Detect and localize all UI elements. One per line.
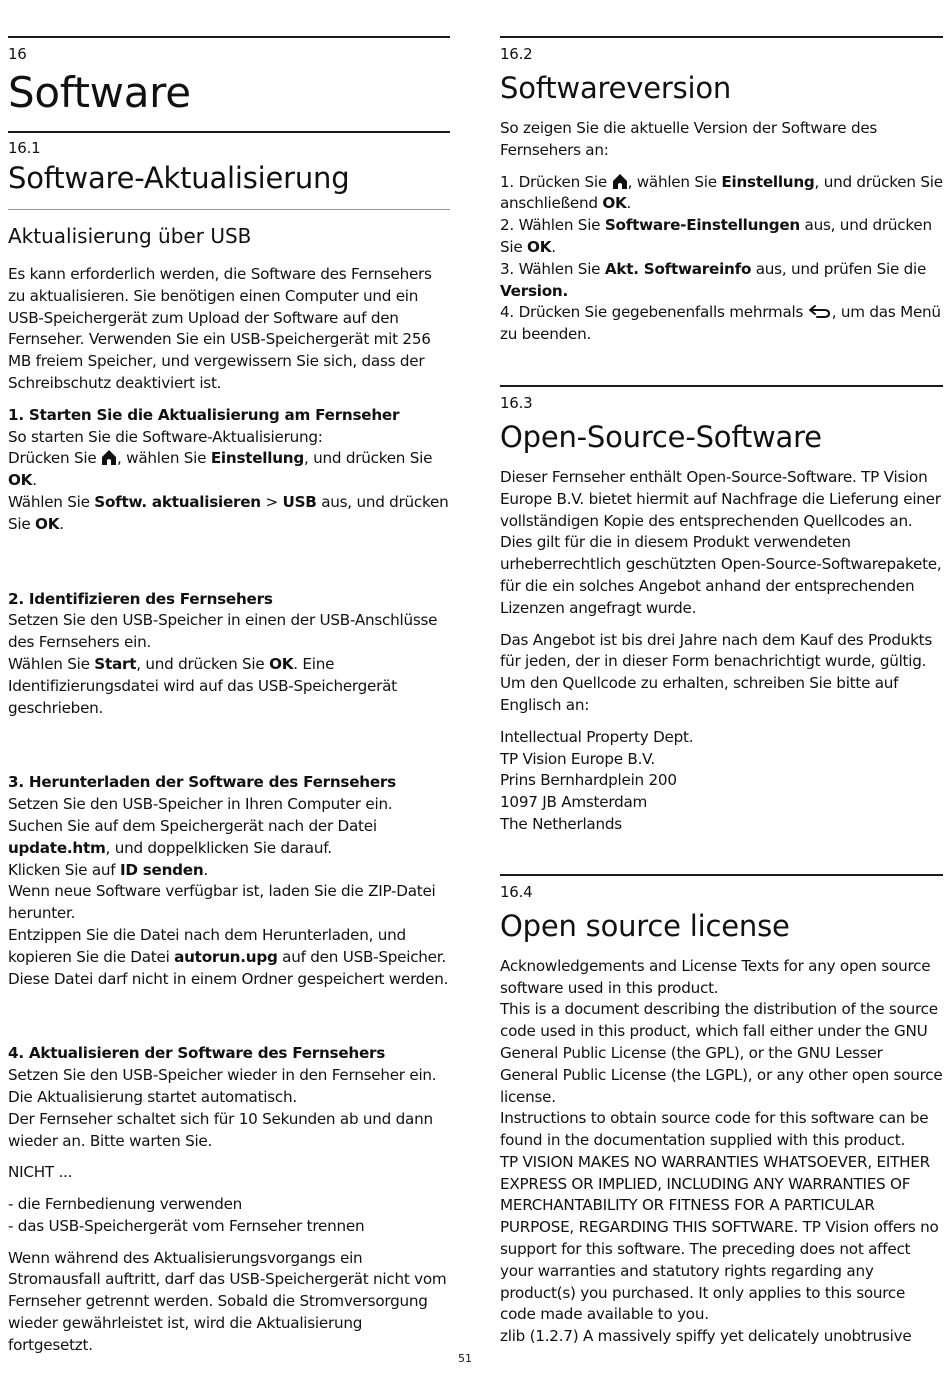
- license-rule: [500, 874, 943, 876]
- license-paragraph-1: Acknowledgements and License Texts for any open source software used in this product.: [500, 956, 931, 997]
- chapter-rule: [8, 36, 450, 38]
- opensource-paragraph-2: Das Angebot ist bis drei Jahre nach dem Kauf des Produkts für jeden, der in dieser Form benachrichtigt wurde, gültig.: [500, 630, 933, 671]
- dont-item-2: - das USB-Speichergerät vom Fernseher trennen: [8, 1216, 365, 1235]
- section-number: 16.1: [8, 139, 41, 157]
- chapter-number: 16: [8, 45, 27, 63]
- step1-line2: Drücken Sie , wählen Sie Einstellung, und drücken Sie OK.: [8, 449, 433, 490]
- step4-heading: 4. Aktualisieren der Software des Fernsehers: [8, 1044, 386, 1063]
- license-paragraph-3: Instructions to obtain source code for this software can be found in the documentation supplied with this product.: [500, 1109, 929, 1150]
- version-intro: So zeigen Sie die aktuelle Version der Software des Fernsehers an:: [500, 119, 878, 159]
- back-arrow-icon: [809, 305, 831, 318]
- step2-line2: Wählen Sie Start, und drücken Sie OK. Eine Identifizierungsdatei wird auf das USB-Speichergerät geschrieben.: [8, 654, 397, 717]
- opensource-paragraph-3: Um den Quellcode zu erhalten, schreiben Sie bitte auf Englisch an:: [500, 674, 899, 714]
- section-rule: [8, 131, 450, 133]
- step3-line3: Klicken Sie auf ID senden.: [8, 860, 208, 879]
- address-line-3: Prins Bernhardplein 200: [500, 771, 677, 790]
- version-number: 16.2: [500, 45, 533, 63]
- address-line-2: TP Vision Europe B.V.: [500, 749, 655, 768]
- right-column: [500, 0, 943, 1348]
- version-step1: 1. Drücken Sie , wählen Sie Einstellung, und drücken Sie anschließend OK.: [500, 172, 943, 213]
- step4-line2: Der Fernseher schaltet sich für 10 Sekunden ab und dann wieder an. Bitte warten Sie.: [8, 1109, 433, 1150]
- outro-paragraph: Wenn während des Aktualisierungsvorgangs ein Stromausfall auftritt, darf das USB-Speichergerät nicht vom Fernseher getrennt werden. Sobald die Stromversorgung wieder gewährleistet ist, wird die Aktualisierung fortgesetzt.: [8, 1248, 447, 1354]
- step3-line4: Wenn neue Software verfügbar ist, laden Sie die ZIP-Datei herunter.: [8, 882, 436, 923]
- version-title: Softwareversion: [500, 71, 732, 105]
- opensource-rule: [500, 385, 943, 387]
- dont-item-1: - die Fernbedienung verwenden: [8, 1195, 243, 1214]
- section-title: Software-Aktualisierung: [8, 161, 350, 195]
- address-line-1: Intellectual Property Dept.: [500, 727, 694, 746]
- home-icon: [613, 174, 627, 189]
- version-rule: [500, 36, 943, 38]
- version-step2: 2. Wählen Sie Software-Einstellungen aus, und drücken Sie OK.: [500, 216, 932, 256]
- step1-line3: Wählen Sie Softw. aktualisieren > USB aus, und drücken Sie OK.: [8, 492, 449, 533]
- step3-line6: Diese Datei darf nicht in einem Ordner gespeichert werden.: [8, 969, 449, 988]
- address-line-5: The Netherlands: [500, 814, 622, 833]
- step2-heading: 2. Identifizieren des Fernsehers: [8, 589, 273, 608]
- license-paragraph-4: TP VISION MAKES NO WARRANTIES WHATSOEVER, EITHER EXPRESS OR IMPLIED, INCLUDING ANY WARRANTIES OF MERCHANTABILITY OR FITNESS FOR A PARTICULAR PURPOSE, REGARDING THIS SOFTWARE. TP Vision offers no support for this software. The preceding does not affect your warranties and statutory rights regarding any product(s) you purchased. It only applies to this source code made available to you.: [500, 1152, 939, 1324]
- nicht-heading: NICHT ...: [8, 1163, 73, 1182]
- step1-heading: 1. Starten Sie die Aktualisierung am Fernseher: [8, 405, 400, 424]
- address-line-4: 1097 JB Amsterdam: [500, 793, 648, 812]
- step1-line1: So starten Sie die Software-Aktualisierung:: [8, 427, 323, 446]
- page-number: 51: [458, 1352, 472, 1365]
- license-paragraph-5: zlib (1.2.7) A massively spiffy yet delicately unobtrusive: [500, 1327, 912, 1346]
- step4-line1: Setzen Sie den USB-Speicher wieder in den Fernseher ein. Die Aktualisierung startet automatisch.: [8, 1066, 437, 1106]
- license-paragraph-2: This is a document describing the distribution of the source code used in this product, which fall either under the GNU General Public License (the GPL), or the GNU Lesser General Public License (the LGPL), or any other open source license.: [500, 1000, 943, 1106]
- step3-line1: Setzen Sie den USB-Speicher in Ihren Computer ein.: [8, 795, 393, 814]
- opensource-title: Open-Source-Software: [500, 419, 822, 454]
- opensource-paragraph-1: Dieser Fernseher enthält Open-Source-Software. TP Vision Europe B.V. bietet hiermit auf Nachfrage die Lieferung einer vollständigen Kopie des entsprechenden Quellcodes an. Dies gilt für die in diesem Produkt verwendeten urheberrechtlich geschützten Open-Source-Softwarepakete, für die ein solches Angebot anhand der entsprechenden Lizenzen angefragt wurde.: [500, 467, 942, 617]
- step2-line1: Setzen Sie den USB-Speicher in einen der USB-Anschlüsse des Fernsehers ein.: [8, 611, 438, 652]
- step3-line5: Entzippen Sie die Datei nach dem Herunterladen, und kopieren Sie die Datei autorun.upg auf den USB-Speicher.: [8, 925, 446, 966]
- left-column: [8, 0, 450, 1357]
- subsection-title: Aktualisierung über USB: [8, 224, 252, 248]
- intro-paragraph: Es kann erforderlich werden, die Software des Fernsehers zu aktualisieren. Sie benötigen einen Computer und ein USB-Speichergerät zum Upload der Software auf den Fernseher. Verwenden Sie ein USB-Speichergerät mit 256 MB freiem Speicher, und vergewissern Sie sich, dass der Schreibschutz deaktiviert ist.: [8, 265, 432, 392]
- subsection-rule: [8, 209, 450, 210]
- license-number: 16.4: [500, 882, 533, 901]
- chapter-title: Software: [8, 68, 191, 117]
- version-step3: 3. Wählen Sie Akt. Softwareinfo aus, und prüfen Sie die Version.: [500, 259, 927, 300]
- license-title: Open source license: [500, 908, 790, 943]
- opensource-number: 16.3: [500, 393, 533, 412]
- step3-heading: 3. Herunterladen der Software des Fernsehers: [8, 773, 396, 792]
- version-step4: 4. Drücken Sie gegebenenfalls mehrmals , um das Menü zu beenden.: [500, 303, 941, 344]
- home-icon: [102, 450, 116, 465]
- step3-line2: Suchen Sie auf dem Speichergerät nach der Datei update.htm, und doppelklicken Sie darauf.: [8, 816, 377, 857]
